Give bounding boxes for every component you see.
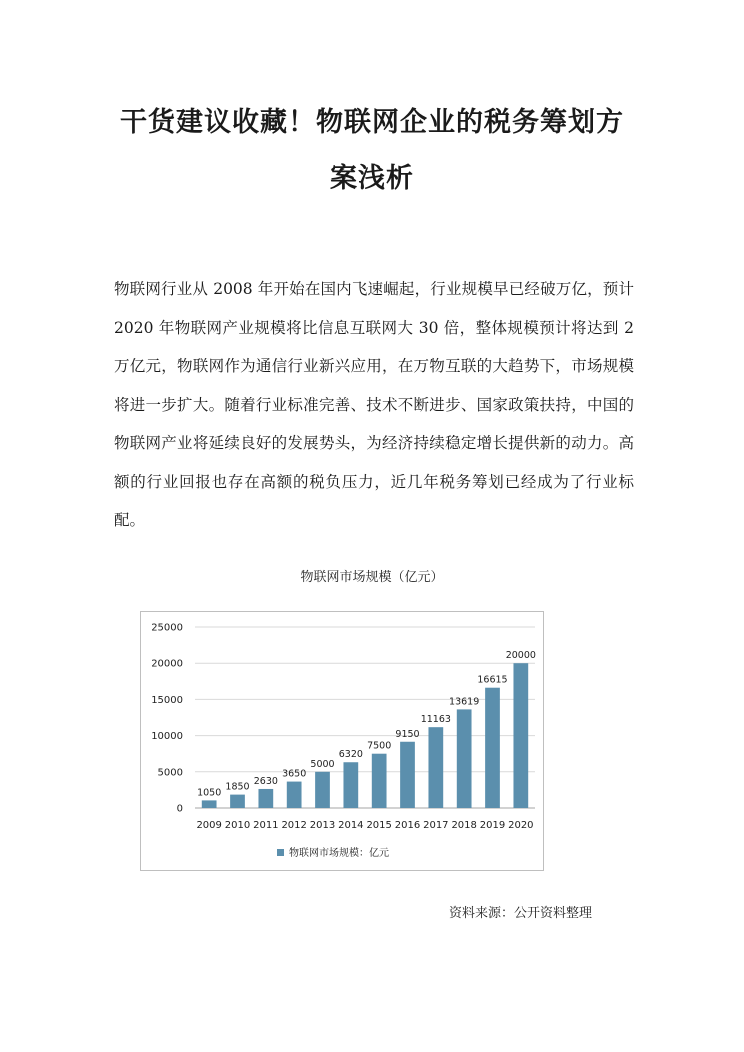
bar: [513, 663, 528, 808]
body-paragraph: 物联网行业从 2008 年开始在国内飞速崛起，行业规模早已经破万亿，预计 2020 年物联网产业规模将比信息互联网大 30 倍，整体规模预计将达到 2 万亿元，物联网作为通信行业新兴应用，在万物互联的大趋势下，市场规模将进一步扩大。随着行业标准完善、技术不断进步、国家政策扶持，中国的物联网产业将延续良好的发展势头，为经济持续稳定增长提供新的动力。高额的行业回报也存在高额的税负压力，近几年税务筹划已经成为了行业标配。: [114, 280, 634, 529]
y-tick-label: 5000: [157, 767, 183, 779]
data-label: 1850: [225, 781, 250, 793]
data-label: 2630: [253, 775, 278, 787]
bar: [485, 688, 500, 808]
data-label: 13619: [449, 696, 480, 708]
bar: [343, 762, 358, 808]
bar-chart-frame: [140, 611, 544, 871]
bar: [400, 742, 415, 808]
bar: [258, 789, 273, 808]
page-title-line-2: 案浅析: [330, 163, 414, 194]
data-label: 9150: [395, 728, 420, 740]
x-tick-label: 2011: [253, 820, 279, 831]
legend-label: 物联网市场规模：亿元: [289, 848, 389, 859]
data-label: 16615: [477, 674, 508, 686]
bar: [202, 800, 217, 808]
page-title-line-1: 干货建议收藏！物联网企业的税务筹划方: [120, 107, 624, 138]
data-label: 20000: [505, 650, 536, 662]
data-label: 1050: [197, 787, 222, 799]
chart-title: 物联网市场规模（亿元）: [300, 570, 444, 585]
x-tick-label: 2015: [366, 820, 392, 831]
source-note: 资料来源：公开资料整理: [449, 906, 593, 921]
y-tick-label: 25000: [151, 622, 183, 634]
y-tick-label: 15000: [151, 694, 183, 706]
x-tick-label: 2013: [309, 820, 336, 831]
x-tick-label: 2009: [196, 820, 222, 831]
legend-swatch: [277, 849, 284, 856]
bar: [457, 709, 472, 808]
x-tick-label: 2019: [479, 820, 506, 831]
y-tick-label: 20000: [151, 658, 183, 670]
data-label: 7500: [367, 740, 392, 752]
x-tick-label: 2012: [281, 820, 307, 831]
x-tick-label: 2016: [394, 820, 421, 831]
x-tick-label: 2017: [423, 820, 449, 831]
x-tick-label: 2018: [451, 820, 477, 831]
bar: [315, 772, 330, 808]
x-tick-label: 2020: [508, 820, 534, 831]
data-label: 5000: [310, 758, 335, 770]
y-tick-label: 0: [176, 803, 183, 815]
bar: [372, 754, 387, 808]
data-label: 6320: [338, 749, 363, 761]
data-label: 3650: [282, 768, 307, 780]
x-tick-label: 2010: [224, 820, 251, 831]
y-tick-label: 10000: [151, 731, 183, 743]
bar: [287, 782, 302, 808]
bar: [428, 727, 443, 808]
x-tick-label: 2014: [338, 820, 364, 831]
bar: [230, 795, 245, 808]
bar-chart: [141, 612, 543, 870]
data-label: 11163: [420, 714, 451, 726]
